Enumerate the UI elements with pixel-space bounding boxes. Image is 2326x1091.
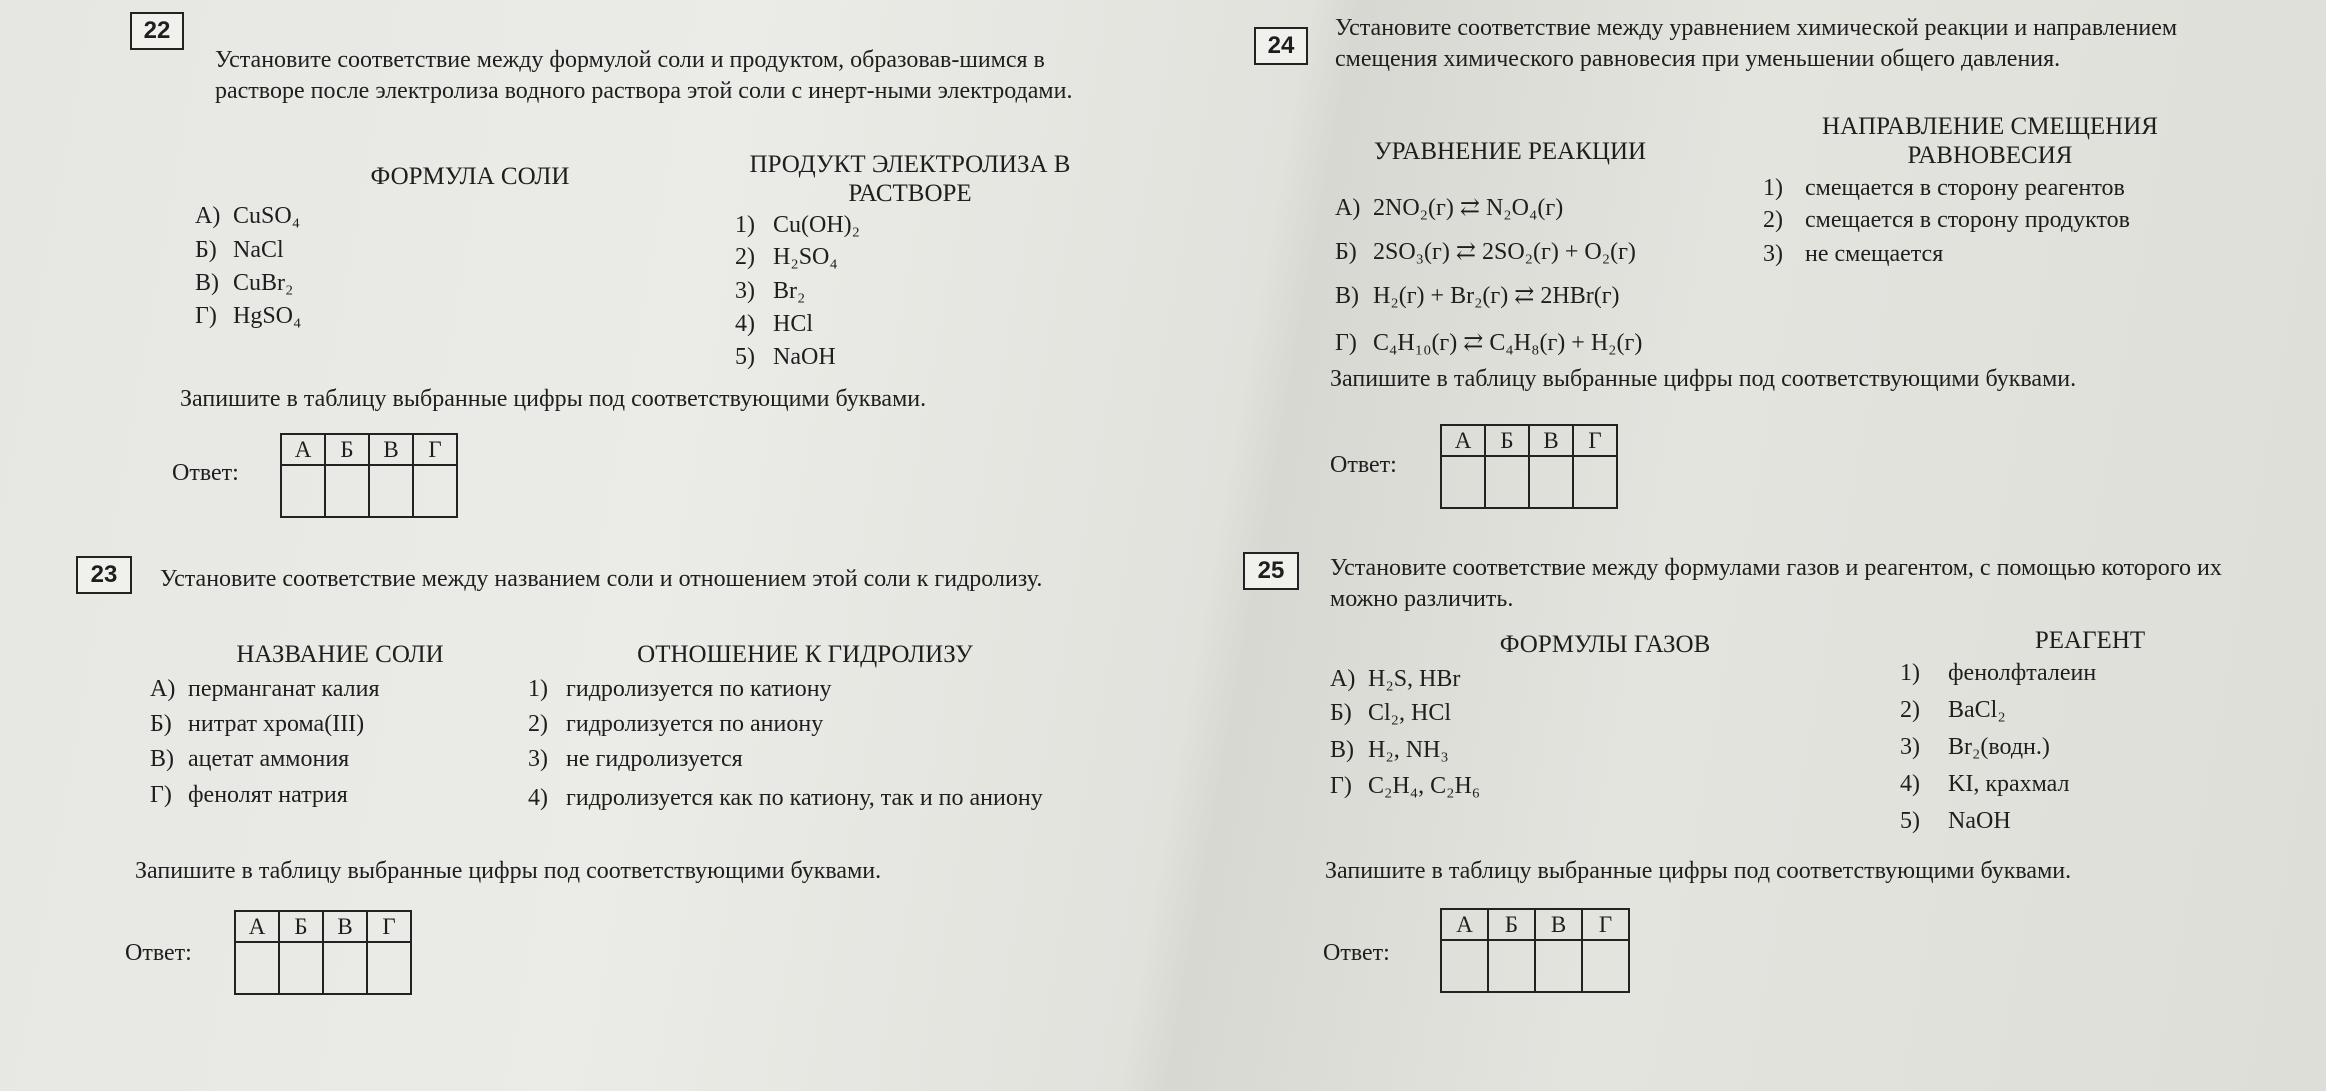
- answer-label: Ответ:: [172, 460, 239, 486]
- left-item: А) перманганат калия: [150, 676, 380, 702]
- right-item: 1) гидролизуется по катиону: [528, 676, 832, 702]
- left-item: Г) фенолят натрия: [150, 782, 348, 808]
- answer-table: [280, 433, 458, 518]
- right-item: 2) H₂SO₄: [735, 244, 838, 270]
- column-header-right: ОТНОШЕНИЕ К ГИДРОЛИЗУ: [637, 641, 973, 668]
- left-item: В) H₂, NH₃: [1330, 737, 1449, 763]
- left-item: А) CuSO₄: [195, 203, 301, 229]
- answer-header-cell: Г: [1573, 425, 1617, 456]
- right-item: 3) не смещается: [1763, 241, 1944, 267]
- right-item: 3) Br₂: [735, 278, 806, 304]
- right-item: 4) гидролизуется как по катиону, так и по аниону: [528, 785, 1043, 811]
- question-number: 22: [130, 12, 184, 50]
- answer-header-cell: В: [323, 911, 367, 942]
- left-item: А) H₂S, HBr: [1330, 666, 1461, 692]
- left-item: А) 2NO₂(г) ⇄ N₂O₄(г): [1335, 195, 1564, 221]
- left-item: Г) HgSO₄: [195, 303, 302, 329]
- answer-header-cell: В: [1529, 425, 1573, 456]
- answer-header-cell: Б: [279, 911, 323, 942]
- right-item: 1) смещается в сторону реагентов: [1763, 175, 2125, 201]
- left-item: Б) NaCl: [195, 237, 284, 263]
- question-prompt: Установите соответствие между уравнением химической реакции и направлением смещения химического равновесия при уменьшении общего давления.: [1335, 15, 2178, 72]
- left-item: Б) нитрат хрома(III): [150, 711, 365, 737]
- answer-cell[interactable]: [1573, 456, 1617, 508]
- answer-cell[interactable]: [1441, 940, 1488, 992]
- instruction-text: Запишите в таблицу выбранные цифры под соответствующими буквами.: [1330, 366, 2077, 392]
- answer-header-cell: В: [1535, 909, 1582, 940]
- left-item: Г) C₂H₄, C₂H₆: [1330, 773, 1481, 799]
- answer-cell[interactable]: [279, 942, 323, 994]
- left-item: Б) 2SO₃(г) ⇄ 2SO₂(г) + O₂(г): [1335, 239, 1636, 265]
- answer-cell[interactable]: [281, 465, 325, 517]
- right-item: 2) гидролизуется по аниону: [528, 711, 824, 737]
- answer-header-cell: Г: [1582, 909, 1629, 940]
- right-item: 5) NaOH: [735, 344, 836, 370]
- answer-cell[interactable]: [325, 465, 369, 517]
- answer-table: [1440, 424, 1618, 509]
- answer-table: [1440, 908, 1630, 993]
- answer-header-cell: А: [235, 911, 279, 942]
- answer-header-cell: А: [281, 434, 325, 465]
- right-item: 3) не гидролизуется: [528, 746, 743, 772]
- answer-cell[interactable]: [1529, 456, 1573, 508]
- instruction-text: Запишите в таблицу выбранные цифры под соответствующими буквами.: [135, 858, 882, 884]
- left-item: В) CuBr₂: [195, 270, 294, 296]
- answer-label: Ответ:: [1330, 452, 1397, 478]
- left-item: В) ацетат аммония: [150, 746, 350, 772]
- right-item: 5) NaOH: [1900, 808, 2011, 834]
- right-item: 3) Br₂(водн.): [1900, 734, 2050, 760]
- answer-label: Ответ:: [125, 940, 192, 966]
- answer-cell[interactable]: [1488, 940, 1535, 992]
- column-header-left: ФОРМУЛЫ ГАЗОВ: [1499, 631, 1711, 658]
- answer-header-cell: В: [369, 434, 413, 465]
- column-header-right: РЕАГЕНТ: [2034, 627, 2146, 654]
- question-prompt: Установите соответствие между формулами газов и реагентом, с помощью которого их можно различить.: [1330, 555, 2222, 612]
- column-header-left: УРАВНЕНИЕ РЕАКЦИИ: [1373, 138, 1647, 165]
- answer-cell[interactable]: [413, 465, 457, 517]
- question-prompt: Установите соответствие между названием соли и отношением этой соли к гидролизу.: [160, 566, 1043, 592]
- right-item: 2) BaCl₂: [1900, 697, 2006, 723]
- question-prompt: Установите соответствие между формулой соли и продуктом, образовав-шимся в растворе после электролиза водного раствора этой соли с инерт-ными электродами.: [215, 47, 1073, 104]
- column-header-left: ФОРМУЛА СОЛИ: [370, 163, 570, 190]
- question-number: 24: [1254, 27, 1308, 65]
- right-item: 2) смещается в сторону продуктов: [1763, 207, 2130, 233]
- question-number: 25: [1243, 552, 1299, 590]
- question-number: 23: [76, 556, 132, 594]
- column-header-right: НАПРАВЛЕНИЕ СМЕЩЕНИЯ РАВНОВЕСИЯ: [1822, 113, 2158, 169]
- answer-cell[interactable]: [1441, 456, 1485, 508]
- answer-table: [234, 910, 412, 995]
- answer-header-cell: Г: [367, 911, 411, 942]
- answer-cell[interactable]: [1582, 940, 1629, 992]
- answer-cell[interactable]: [1485, 456, 1529, 508]
- answer-header-cell: А: [1441, 909, 1488, 940]
- answer-cell[interactable]: [369, 465, 413, 517]
- answer-cell[interactable]: [235, 942, 279, 994]
- answer-header-cell: Б: [1485, 425, 1529, 456]
- column-header-right: ПРОДУКТ ЭЛЕКТРОЛИЗА В РАСТВОРЕ: [749, 151, 1071, 207]
- answer-header-cell: Г: [413, 434, 457, 465]
- column-header-left: НАЗВАНИЕ СОЛИ: [236, 641, 444, 668]
- right-item: 1) Cu(OH)₂: [735, 212, 861, 238]
- right-item: 1) фенолфталеин: [1900, 660, 2097, 686]
- answer-cell[interactable]: [367, 942, 411, 994]
- answer-header-cell: А: [1441, 425, 1485, 456]
- right-item: 4) HCl: [735, 311, 814, 337]
- answer-cell[interactable]: [323, 942, 367, 994]
- answer-header-cell: Б: [1488, 909, 1535, 940]
- right-item: 4) KI, крахмал: [1900, 771, 2070, 797]
- instruction-text: Запишите в таблицу выбранные цифры под соответствующими буквами.: [180, 386, 927, 412]
- answer-label: Ответ:: [1323, 940, 1390, 966]
- answer-header-cell: Б: [325, 434, 369, 465]
- instruction-text: Запишите в таблицу выбранные цифры под соответствующими буквами.: [1325, 858, 2072, 884]
- answer-cell[interactable]: [1535, 940, 1582, 992]
- left-item: В) H₂(г) + Br₂(г) ⇄ 2HBr(г): [1335, 283, 1620, 309]
- left-item: Г) C₄H₁₀(г) ⇄ C₄H₈(г) + H₂(г): [1335, 330, 1643, 356]
- left-item: Б) Cl₂, HCl: [1330, 700, 1452, 726]
